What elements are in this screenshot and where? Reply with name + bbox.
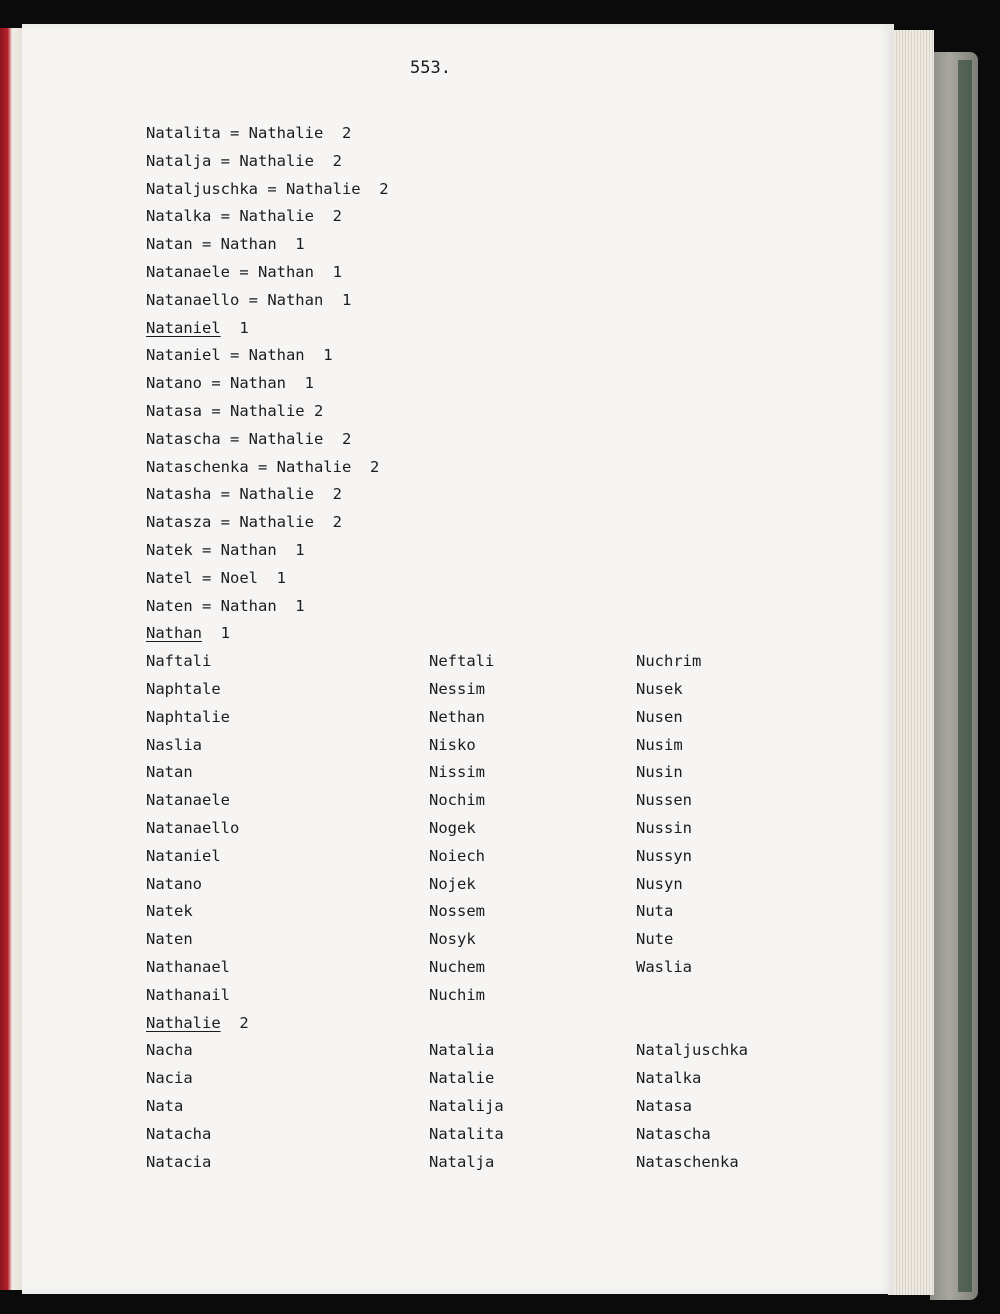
variant-name: Nussyn (636, 846, 692, 865)
variant-name: Natascha (636, 1124, 711, 1143)
variant-name: Natalia (429, 1041, 495, 1060)
variant-name: Naftali (146, 652, 212, 671)
variant-name: Waslia (636, 958, 692, 976)
heading-entry (146, 623, 230, 643)
variant-name: Nosyk (429, 930, 476, 949)
variant-name: Nacha (146, 1041, 193, 1060)
variant-name: Natalka (636, 1069, 702, 1088)
variant-name: Nochim (429, 791, 485, 810)
entry-line: Natalja = Nathalie 2 (146, 151, 342, 170)
variant-name: Nusyn (636, 874, 683, 893)
variant-name: Nuchem (429, 958, 485, 976)
variant-name: Natalie (429, 1069, 495, 1088)
variant-name: Nacia (146, 1069, 193, 1088)
entry-line: Natasza = Nathalie 2 (146, 513, 342, 532)
variant-name: Nusen (636, 707, 683, 726)
variant-name: Neftali (429, 652, 495, 671)
variant-name: Naslia (146, 735, 202, 754)
heading-entry (146, 318, 249, 338)
heading-name: Nathalie (146, 1013, 221, 1032)
heading-entry (146, 1013, 249, 1033)
variant-name: Naphtalie (146, 707, 230, 726)
entry-line: Natanaello = Nathan 1 (146, 290, 352, 309)
entry-line: Natasa = Nathalie 2 (146, 402, 324, 420)
variant-name: Nusek (636, 680, 683, 698)
variant-name: Nataschenka (636, 1152, 739, 1171)
entry-line: Natel = Noel 1 (146, 568, 286, 587)
entry-line: Natanaele = Nathan 1 (146, 263, 342, 281)
heading-count: 2 (220, 1013, 249, 1032)
variant-name: Natalija (429, 1097, 504, 1115)
heading-name: Nathan (146, 624, 202, 643)
entry-line: Natek = Nathan 1 (146, 541, 305, 559)
entry-line: Natalka = Nathalie 2 (146, 207, 342, 226)
entry-line: Natascha = Nathalie 2 (146, 429, 352, 448)
heading-count: 1 (202, 624, 230, 643)
variant-name: Natano (146, 874, 202, 893)
variant-name: Nuchim (429, 985, 485, 1004)
variant-name: Nataniel (146, 846, 221, 865)
heading-name: Nataniel (146, 318, 221, 337)
variant-name: Natek (146, 902, 193, 921)
book-left-edge (0, 28, 22, 1290)
variant-name: Natacha (146, 1124, 212, 1143)
variant-name: Natan (146, 763, 193, 782)
variant-name: Nusin (636, 763, 683, 782)
variant-name: Natasa (636, 1097, 692, 1115)
variant-name: Nessim (429, 680, 485, 698)
variant-name: Naphtale (146, 680, 221, 698)
variant-name: Nathanael (146, 958, 230, 976)
variant-name: Natalita (429, 1124, 504, 1143)
variant-name: Nathanail (146, 985, 230, 1004)
variant-name: Nata (146, 1097, 184, 1115)
page-stack-edge (888, 30, 934, 1295)
variant-name: Nojek (429, 874, 476, 893)
entry-line: Nataschenka = Nathalie 2 (146, 457, 380, 476)
variant-name: Nogek (429, 819, 476, 837)
entry-line: Natasha = Nathalie 2 (146, 485, 342, 504)
entry-line: Natalita = Nathalie 2 (146, 124, 352, 142)
variant-name: Natacia (146, 1152, 212, 1171)
variant-name: Natanaele (146, 791, 230, 810)
entry-line: Nataljuschka = Nathalie 2 (146, 179, 389, 198)
heading-count: 1 (220, 318, 249, 337)
variant-name: Natanaello (146, 819, 240, 837)
variant-name: Naten (146, 930, 193, 949)
variant-name: Natalja (429, 1152, 495, 1171)
variant-name: Nusim (636, 735, 683, 754)
variant-name: Nussen (636, 791, 692, 810)
variant-name: Nussin (636, 819, 692, 837)
variant-name: Nissim (429, 763, 485, 782)
variant-name: Nethan (429, 707, 485, 726)
entry-line: Naten = Nathan 1 (146, 596, 305, 615)
entry-line: Natan = Nathan 1 (146, 235, 305, 254)
entry-line: Natano = Nathan 1 (146, 374, 314, 393)
variant-name: Nisko (429, 735, 476, 754)
variant-name: Nuta (636, 902, 674, 921)
variant-name: Nataljuschka (636, 1041, 748, 1060)
variant-name: Noiech (429, 846, 485, 865)
variant-name: Nuchrim (636, 652, 702, 671)
page-number: 553. (410, 58, 451, 78)
cover-spine (958, 60, 972, 1292)
variant-name: Nute (636, 930, 674, 949)
entry-line: Nataniel = Nathan 1 (146, 346, 333, 365)
variant-name: Nossem (429, 902, 485, 921)
